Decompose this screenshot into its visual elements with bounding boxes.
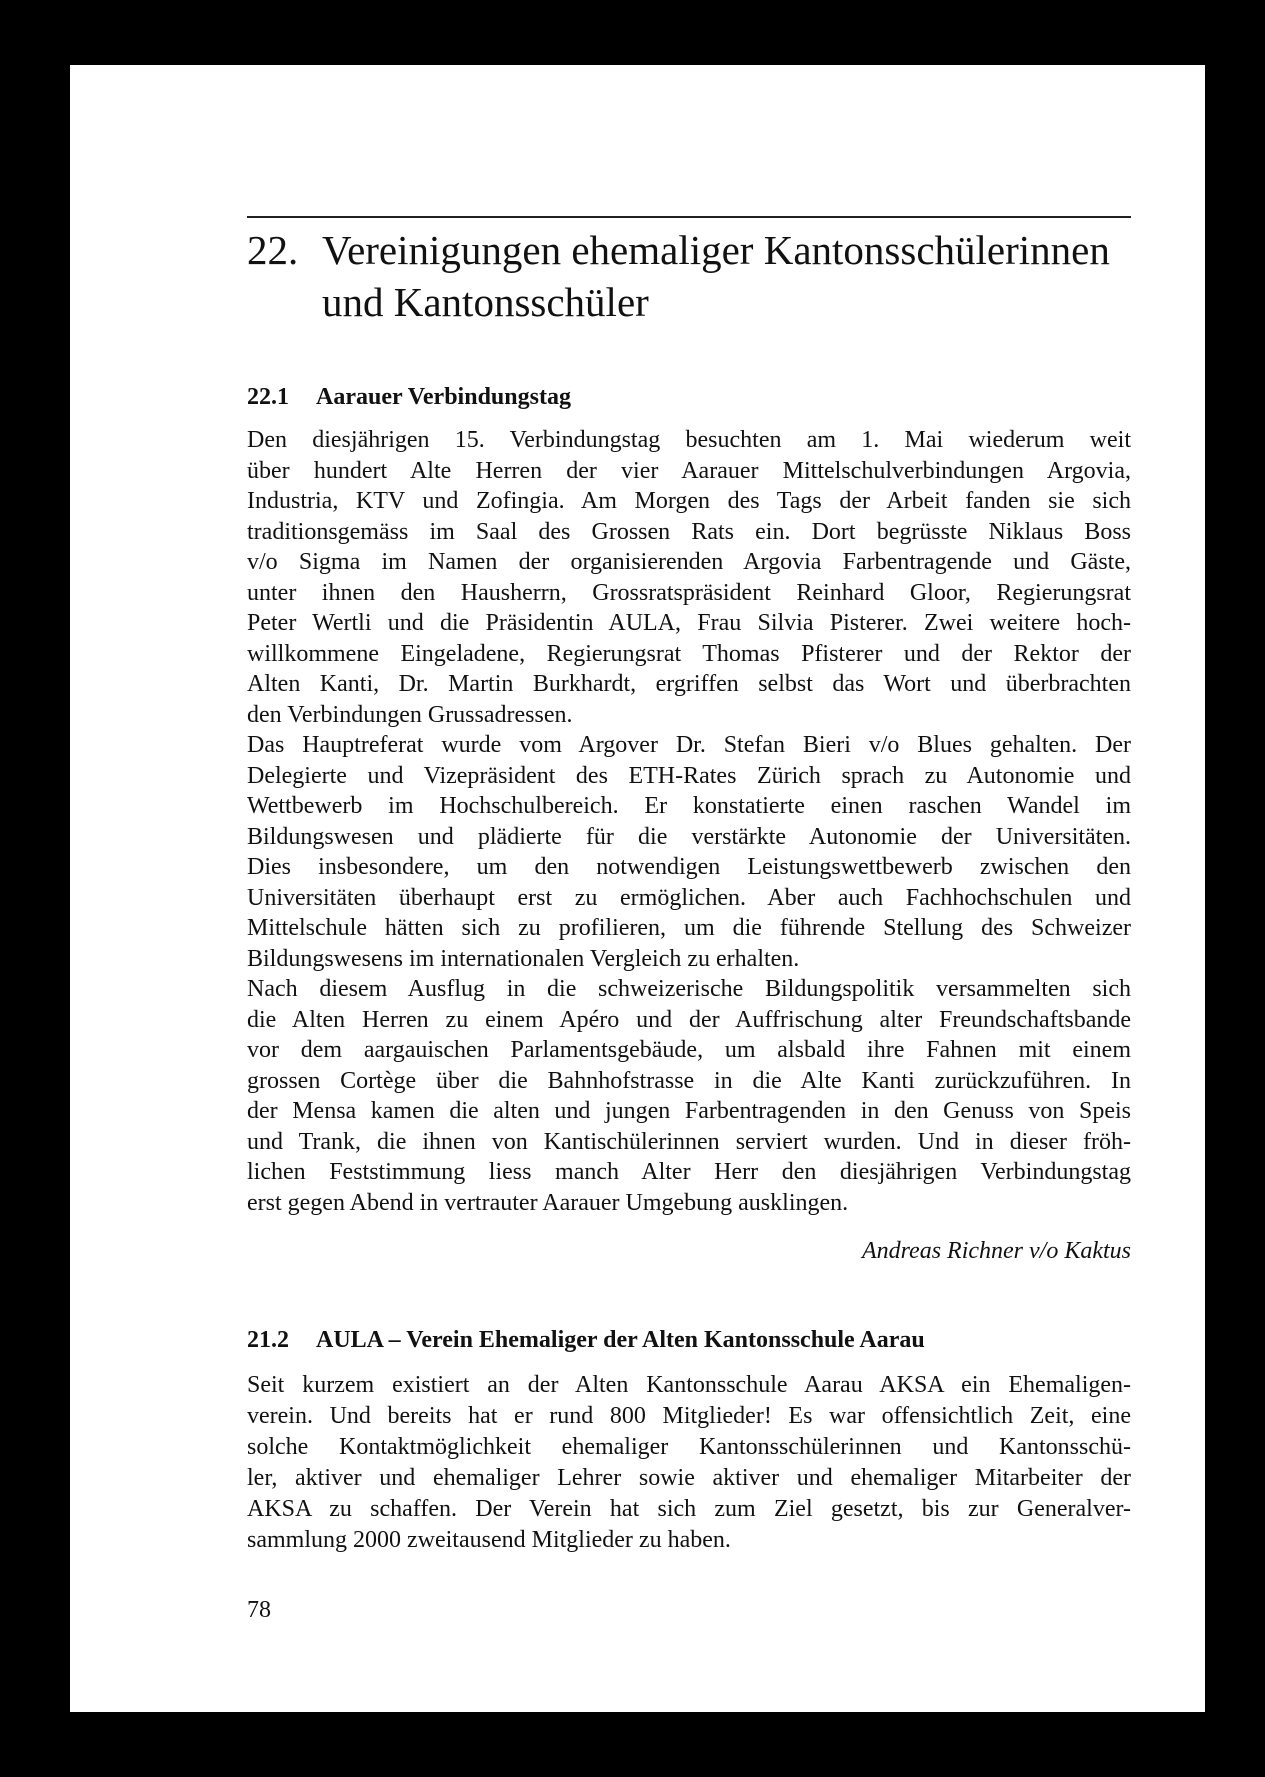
text-line: verein. Und bereits hat er rund 800 Mitglieder! Es war offensichtlich Zeit, eine [247, 1403, 1131, 1429]
chapter-number: 22. [247, 227, 299, 273]
text-line: und Trank, die ihnen von Kantischülerinnen serviert wurden. Und in dieser fröh- [247, 1128, 1131, 1155]
text-line: der Mensa kamen die alten und jungen Farbentragenden in den Genuss von Speis [247, 1098, 1131, 1124]
text-line: Bildungswesen und plädierte für die verstärkte Autonomie der Universitäten. [247, 823, 1131, 850]
text-line: die Alten Herren zu einem Apéro und der Auffrischung alter Freundschaftsbande [247, 1006, 1131, 1033]
text-line: vor dem aargauischen Parlamentsgebäude, um alsbald ihre Fahnen mit einem [247, 1037, 1131, 1063]
text-line: erst gegen Abend in vertrauter Aarauer Umgebung ausklingen. [247, 1189, 849, 1216]
text-line: Nach diesem Ausflug in die schweizerische Bildungspolitik versammelten sich [247, 976, 1131, 1002]
text-line: Dies insbesondere, um den notwendigen Leistungswettbewerb zwischen den [247, 854, 1131, 880]
text-line: ler, aktiver und ehemaliger Lehrer sowie aktiver und ehemaliger Mitarbeiter der [247, 1465, 1131, 1491]
chapter-rule [247, 216, 1131, 218]
text-line: unter ihnen den Hausherrn, Grossratspräsident Reinhard Gloor, Regierungsrat [247, 579, 1131, 606]
chapter-title-line-2: und Kantonsschüler [322, 279, 649, 325]
text-line: Universitäten überhaupt erst zu ermöglichen. Aber auch Fachhochschulen und [247, 884, 1131, 911]
text-line: traditionsgemäss im Saal des Grossen Rats ein. Dort begrüsste Niklaus Boss [247, 518, 1131, 545]
section-2-body [247, 1370, 1131, 1556]
text-line: den Verbindungen Grussadressen. [247, 701, 573, 728]
section-number: 22.1 [247, 384, 289, 410]
chapter-title-line-1: Vereinigungen ehemaliger Kantonsschülerinnen [322, 227, 1110, 273]
text-line: Delegierte und Vizepräsident des ETH-Rates Zürich sprach zu Autonomie und [247, 762, 1131, 789]
text-line: Das Hauptreferat wurde vom Argover Dr. Stefan Bieri v/o Blues gehalten. Der [247, 732, 1131, 758]
section-title: AULA – Verein Ehemaliger der Alten Kantonsschule Aarau [316, 1327, 925, 1353]
document-page [70, 65, 1205, 1712]
section-1-body [247, 425, 1131, 1218]
text-line: Seit kurzem existiert an der Alten Kantonsschule Aarau AKSA ein Ehemaligen- [247, 1372, 1131, 1398]
author-signature: Andreas Richner v/o Kaktus [861, 1238, 1131, 1264]
text-line: sammlung 2000 zweitausend Mitglieder zu haben. [247, 1527, 731, 1553]
text-line: Den diesjährigen 15. Verbindungstag besuchten am 1. Mai wiederum weit [247, 427, 1131, 453]
section-number: 21.2 [247, 1327, 289, 1353]
text-line: Bildungswesens im internationalen Vergleich zu erhalten. [247, 945, 800, 972]
text-line: willkommene Eingeladene, Regierungsrat Thomas Pfisterer und der Rektor der [247, 640, 1131, 667]
page-number: 78 [247, 1597, 271, 1623]
section-heading-1 [247, 382, 571, 412]
text-line: Alten Kanti, Dr. Martin Burkhardt, ergriffen selbst das Wort und überbrachten [247, 671, 1131, 697]
text-line: AKSA zu schaffen. Der Verein hat sich zum Ziel gesetzt, bis zur Generalver- [247, 1496, 1131, 1522]
text-line: Industria, KTV und Zofingia. Am Morgen des Tags der Arbeit fanden sie sich [247, 488, 1131, 514]
text-line: Mittelschule hätten sich zu profilieren, um die führende Stellung des Schweizer [247, 915, 1131, 941]
text-line: solche Kontaktmöglichkeit ehemaliger Kantonsschülerinnen und Kantonsschü- [247, 1434, 1131, 1460]
text-line: über hundert Alte Herren der vier Aarauer Mittelschulverbindungen Argovia, [247, 457, 1131, 484]
text-line: v/o Sigma im Namen der organisierenden Argovia Farbentragende und Gäste, [247, 549, 1131, 575]
text-line: grossen Cortège über die Bahnhofstrasse in die Alte Kanti zurückzuführen. In [247, 1067, 1131, 1094]
text-line: Wettbewerb im Hochschulbereich. Er konstatierte einen raschen Wandel im [247, 793, 1131, 819]
text-line: lichen Feststimmung liess manch Alter Herr den diesjährigen Verbindungstag [247, 1159, 1131, 1185]
text-line: Peter Wertli und die Präsidentin AULA, Frau Silvia Pisterer. Zwei weitere hoch- [247, 610, 1131, 636]
section-heading-2 [247, 1325, 925, 1355]
section-title: Aarauer Verbindungstag [316, 384, 571, 410]
